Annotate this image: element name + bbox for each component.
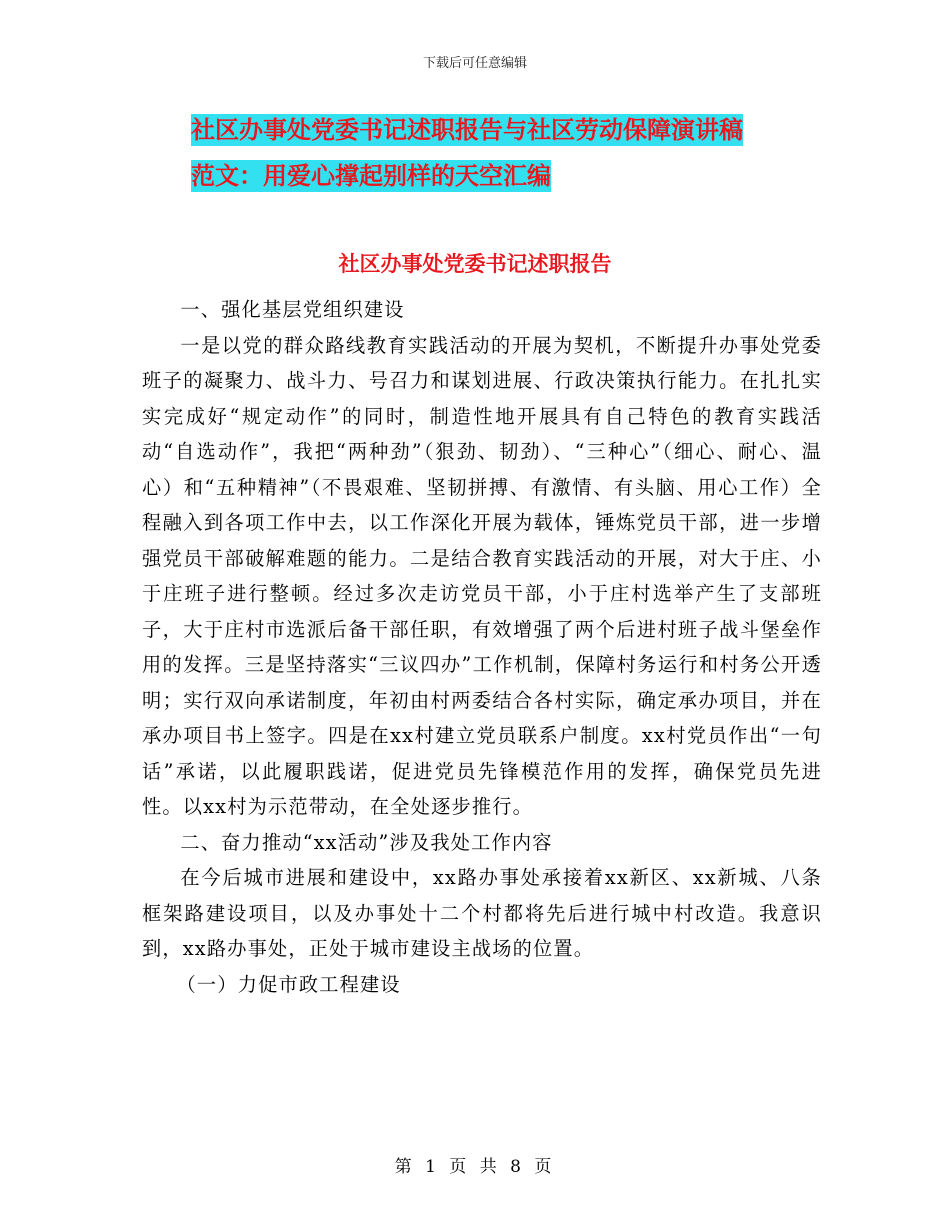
document-body [142,292,822,1002]
document-title-text-2: 范文：用爱心撑起别样的天空汇编 [191,162,551,190]
paragraph-city-construction: 在今后城市进展和建设中，xx路办事处承接着xx新区、xx新城、八条框架路建设项目，以及办事处十二个村都将先后进行城中村改造。我意识到，xx路办事处，正处于城市建设主战场的位置。 [142,866,822,960]
heading-strengthen-party-organization: 一、强化基层党组织建设 [180,298,405,321]
document-title-text-1: 社区办事处党委书记述职报告与社区劳动保障演讲稿 [191,116,743,144]
document-title-line-1 [191,112,831,148]
subheading-municipal-engineering: （一）力促市政工程建设 [176,972,401,996]
document-title-line-2 [191,158,831,194]
header-note: 下载后可任意编辑 [422,56,527,71]
page-footer: 第 1 页 共 8 页 [394,1157,556,1177]
section-heading: 社区办事处党委书记述职报告 [338,252,612,276]
paragraph-party-building: 一是以党的群众路线教育实践活动的开展为契机，不断提升办事处党委班子的凝聚力、战斗力、号召力和谋划进展、行政决策执行能力。在扎扎实实完成好“规定动作”的同时，制造性地开展具有自己特色的教育实践活动“自选动作”，我把“两种劲”（狠劲、韧劲）、“三种心”（细心、耐心、温心）和“五种精神”（不畏艰难、坚韧拼搏、有激情、有头脑、用心工作）全程融入到各项工作中去，以工作深化开展为载体，锤炼党员干部，进一步增强党员干部破解难题的能力。二是结合教育实践活动的开展，对大于庄、小于庄班子进行整顿。经过多次走访党员干部，小于庄村选举产生了支部班子，大于庄村市选派后备干部任职，有效增强了两个后进村班子战斗堡垒作用的发挥。三是坚持落实“三议四办”工作机制，保障村务运行和村务公开透明；实行双向承诺制度，年初由村两委结合各村实际，确定承办项目，并在承办项目书上签字。四是在xx村建立党员联系户制度。xx村党员作出“一句话”承诺，以此履职践诺，促进党员先锋模范作用的发挥，确保党员先进性。以xx村为示范带动，在全处逐步推行。 [142,333,822,818]
heading-promote-activity: 二、奋力推动“xx活动”涉及我处工作内容 [180,830,553,854]
